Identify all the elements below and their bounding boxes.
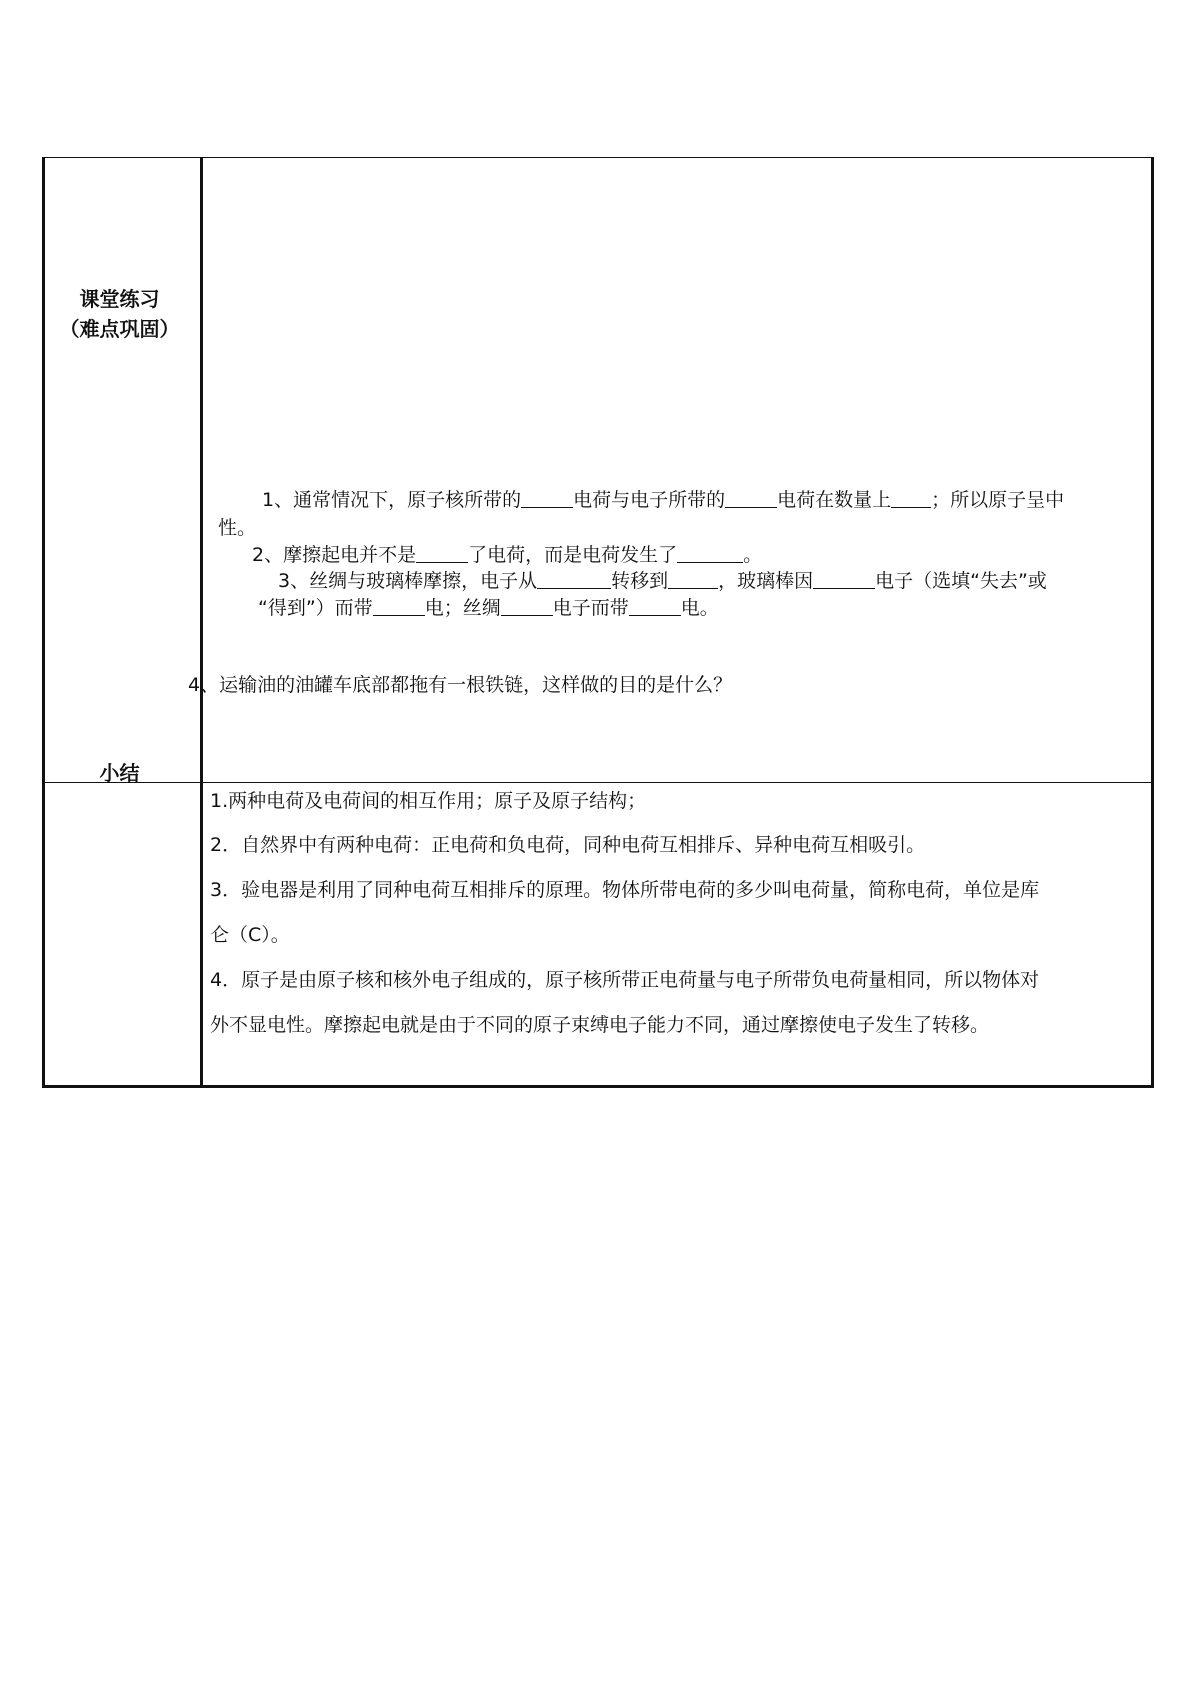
question-1-line-1: 1、通常情况下，原子核所带的 电荷与电子所带的 电荷在数量上 ；所以原子呈中 [262, 489, 1065, 511]
summary-item-2: 2．自然界中有两种电荷：正电荷和负电荷，同种电荷互相排斥、异种电荷互相吸引。 [210, 834, 926, 856]
question-4: 4、运输油的油罐车底部都拖有一根铁链，这样做的目的是什么？ [188, 674, 733, 696]
blank [813, 568, 875, 589]
question-1-line-2: 性。 [218, 517, 257, 539]
blank [501, 595, 553, 616]
summary-item-1: 1.两种电荷及电荷间的相互作用；原子及原子结构； [210, 790, 647, 812]
question-2: 2、摩擦起电并不是 了电荷，而是电荷发生了 。 [252, 544, 763, 566]
summary-content-cell [202, 783, 1153, 1087]
practice-label-line1: 课堂练习 [79, 287, 160, 311]
summary-label: 小结 [99, 761, 140, 785]
practice-label-line2: （难点巩固） [59, 317, 180, 341]
summary-item-3-line-2: 仑（C）。 [210, 924, 290, 946]
blank [668, 568, 718, 589]
blank [891, 487, 931, 508]
practice-label-cell [44, 158, 202, 783]
summary-label-cell [44, 783, 202, 1087]
blank [677, 542, 743, 563]
blank [537, 568, 611, 589]
blank [373, 595, 425, 616]
question-3-line-2: “得到”）而带 电；丝绸 电子而带 电。 [258, 597, 719, 619]
blank [416, 542, 468, 563]
summary-item-4-line-1: 4．原子是由原子核和核外电子组成的，原子核所带正电荷量与电子所带负电荷量相同，所以物体对 [210, 969, 1040, 991]
lesson-table [42, 157, 1154, 1088]
blank [629, 595, 681, 616]
question-3-line-1: 3、丝绸与玻璃棒摩擦，电子从 转移到 ，玻璃棒因 电子（选填“失去”或 [278, 570, 1047, 592]
practice-label [42, 284, 197, 344]
blank [725, 487, 777, 508]
summary-item-4-line-2: 外不显电性。摩擦起电就是由于不同的原子束缚电子能力不同，通过摩擦使电子发生了转移。 [210, 1014, 990, 1036]
summary-item-3-line-1: 3．验电器是利用了同种电荷互相排斥的原理。物体所带电荷的多少叫电荷量，简称电荷，单位是库 [210, 879, 1040, 901]
blank [521, 487, 573, 508]
